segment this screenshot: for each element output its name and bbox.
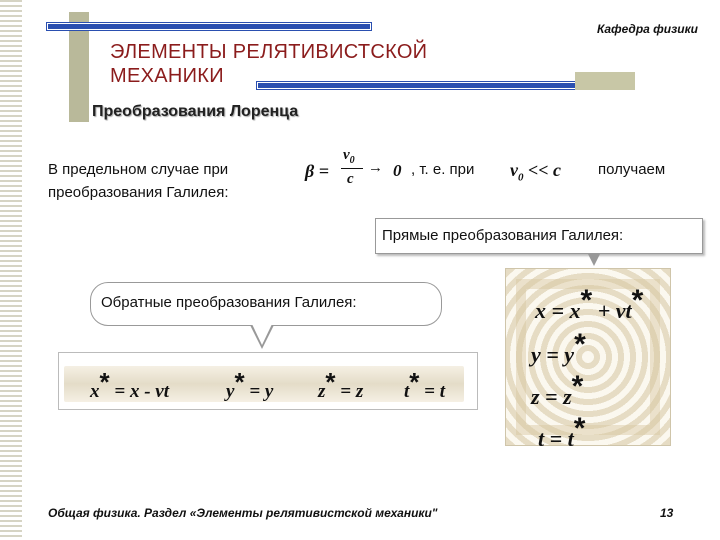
- paragraph-part2: , т. е. при: [411, 161, 475, 178]
- direct-transform-callout: Прямые преобразования Галилея:: [375, 218, 703, 254]
- v0-condition-formula: $v_0 << c$: [510, 160, 562, 184]
- section-subtitle: Преобразования Лоренца: [92, 103, 299, 120]
- direct-eq-y: y = y*: [531, 328, 586, 367]
- inverse-transform-callout: Обратные преобразования Галилея:: [90, 282, 442, 326]
- fraction-numerator: $v_0$: [343, 147, 355, 166]
- arrow-icon: →: [368, 160, 383, 176]
- callout-pointer: [588, 254, 600, 266]
- fraction-denominator: c: [347, 171, 354, 187]
- inverse-eq-t: t* = t: [404, 367, 446, 402]
- footer-course: Общая физика. Раздел «Элементы релятивистской механики": [48, 506, 438, 520]
- beta-symbol: β =: [305, 161, 329, 181]
- direct-eq-z: z = z*: [531, 370, 584, 409]
- decorative-blue-line-top: [47, 23, 371, 30]
- paragraph-part4: преобразования Галилея:: [48, 184, 229, 201]
- paragraph-part3: получаем: [598, 161, 666, 178]
- fraction-line: [341, 168, 363, 169]
- callout-pointer-inner: [252, 324, 272, 345]
- paragraph-part1: В предельном случае при: [48, 161, 229, 178]
- beta-limit-formula: [305, 147, 415, 199]
- page-number: 13: [660, 506, 674, 520]
- slide-title-line1: ЭЛЕМЕНТЫ РЕЛЯТИВИСТСКОЙ: [110, 41, 428, 63]
- inverse-eq-y: y* = y: [226, 367, 274, 402]
- slide-title-line2: МЕХАНИКИ: [110, 65, 224, 87]
- department-label: Кафедра физики: [596, 22, 698, 36]
- slide-title: [110, 40, 530, 88]
- decorative-stripes: [0, 0, 22, 540]
- direct-eq-t: t = t*: [538, 412, 586, 451]
- decorative-olive-bar: [575, 72, 635, 90]
- limit-value: 0: [393, 161, 402, 180]
- inverse-eq-x: x* = x - vt: [90, 367, 169, 402]
- direct-eq-x: x = x* + vt*: [535, 284, 644, 323]
- inverse-eq-z: z* = z: [318, 367, 364, 402]
